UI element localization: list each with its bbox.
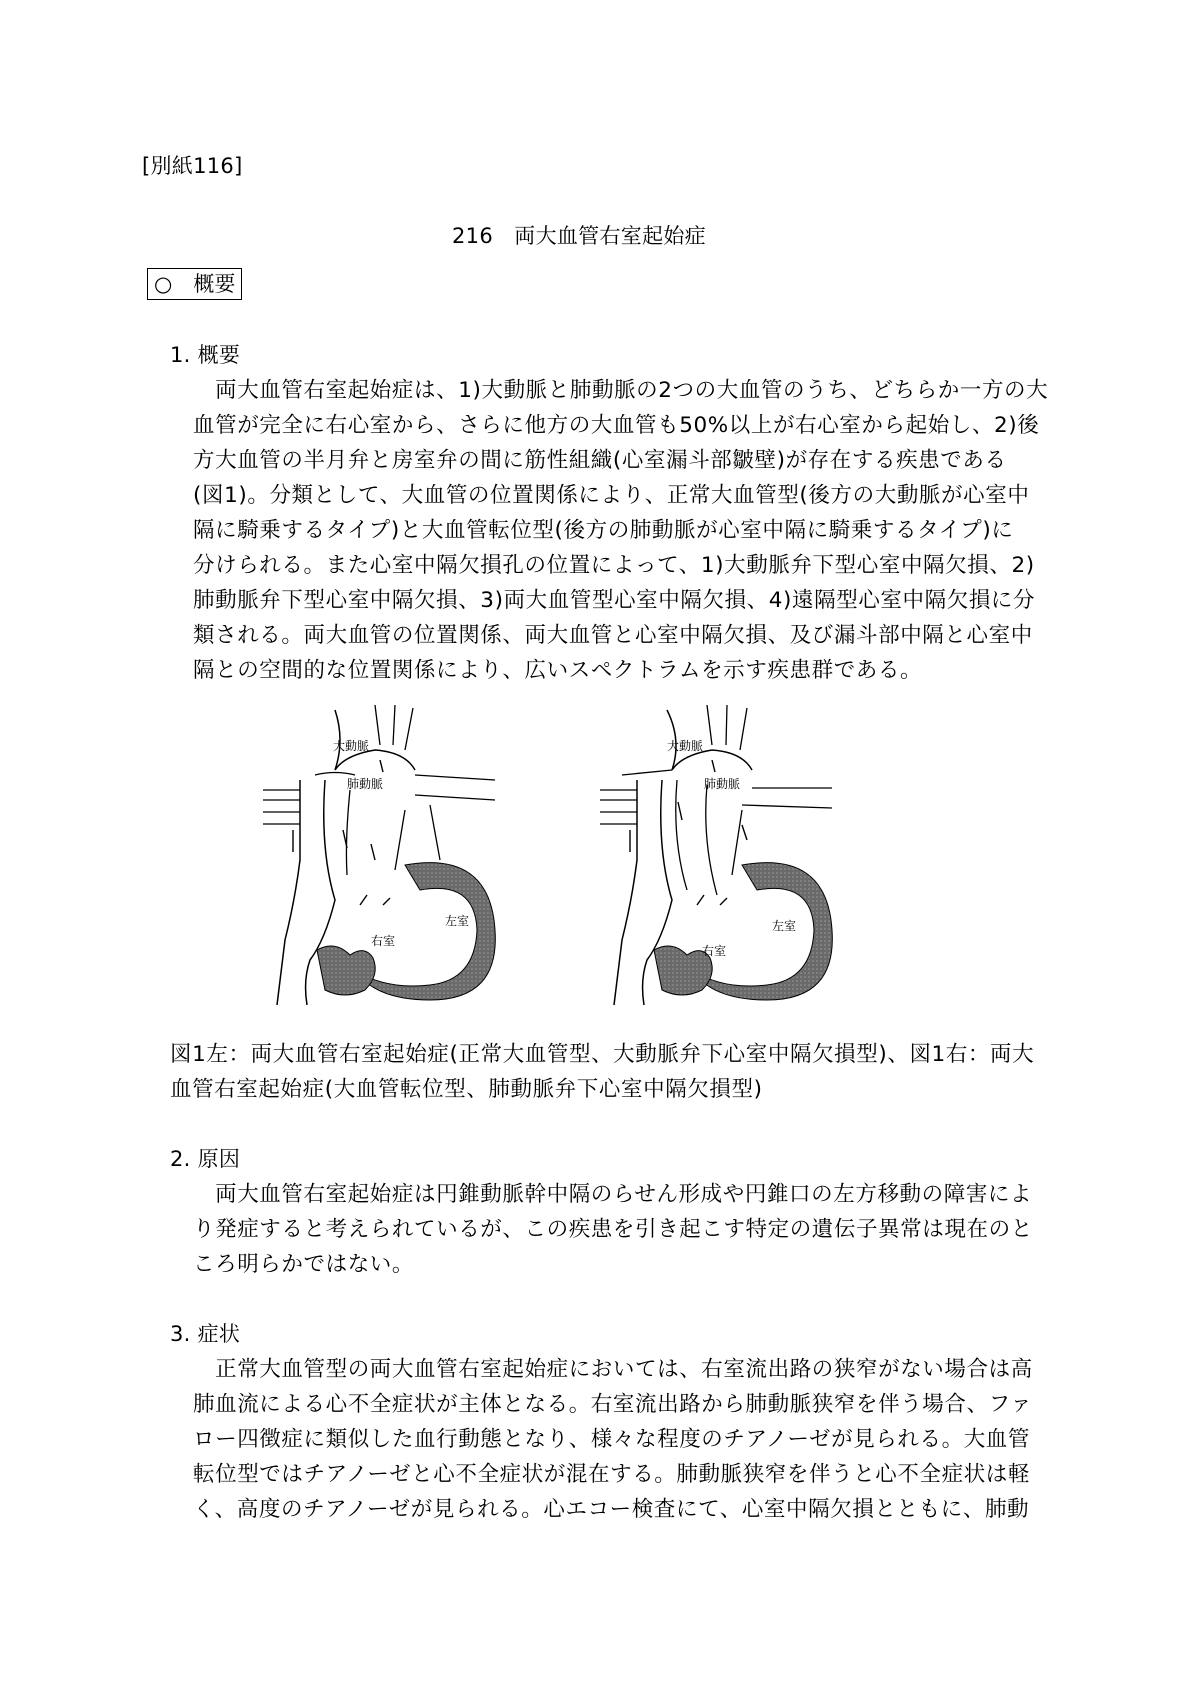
paragraph-line: 方大血管の半月弁と房室弁の間に筋性組織(心室漏斗部皺壁)が存在する疾患である	[193, 448, 1007, 473]
label-aorta-right: 大動脈	[667, 739, 704, 753]
paragraph-line: 転位型ではチアノーゼと心不全症状が混在する。肺動脈狭窄を伴うと心不全症状は軽	[193, 1462, 1031, 1487]
caption-line: 図1左：両大血管右室起始症(正常大血管型、大動脈弁下心室中隔欠損型)、図1右：両大	[170, 1042, 1035, 1067]
page-title: 216 両大血管右室起始症	[452, 224, 706, 248]
caption-line: 血管右室起始症(大血管転位型、肺動脈弁下心室中隔欠損型)	[170, 1077, 763, 1102]
label-left-ventricle-right: 左室	[772, 919, 797, 933]
paragraph-line: 血管が完全に右心室から、さらに他方の大血管も50%以上が右心室から起始し、2)後	[193, 413, 1040, 438]
label-pulmonary-artery-left: 肺動脈	[347, 777, 384, 791]
label-pulmonary-artery-right: 肺動脈	[704, 777, 741, 791]
section-box-overview: ○ 概要	[147, 268, 242, 300]
label-right-ventricle-left: 右室	[371, 934, 396, 948]
figure-right-heart-diagram	[592, 700, 842, 1010]
paragraph-line: 両大血管右室起始症は円錐動脈幹中隔のらせん形成や円錐口の左方移動の障害によ	[193, 1182, 1033, 1207]
paragraph-line: 隔に騎乗するタイプ)と大血管転位型(後方の肺動脈が心室中隔に騎乗するタイプ)に	[193, 518, 1014, 543]
paragraph-line: 分けられる。また心室中隔欠損孔の位置によって、1)大動脈弁下型心室中隔欠損、2)	[193, 553, 1035, 578]
paragraph-line: 両大血管右室起始症は、1)大動脈と肺動脈の2つの大血管のうち、どちらか一方の大	[193, 378, 1049, 403]
label-aorta-left: 大動脈	[333, 739, 370, 753]
figure-left-heart-diagram	[255, 700, 505, 1010]
paragraph-line: ロー四徴症に類似した血行動態となり、様々な程度のチアノーゼが見られる。大血管	[193, 1427, 1031, 1452]
label-left-ventricle-left: 左室	[445, 914, 470, 928]
paragraph-line: く、高度のチアノーゼが見られる。心エコー検査にて、心室中隔欠損とともに、肺動	[193, 1497, 1030, 1522]
paragraph-line: り発症すると考えられているが、この疾患を引き起こす特定の遺伝子異常は現在のと	[193, 1217, 1033, 1242]
paragraph-line: 肺動脈弁下型心室中隔欠損、3)両大血管型心室中隔欠損、4)遠隔型心室中隔欠損に分	[193, 588, 1036, 613]
paragraph-line: 類される。両大血管の位置関係、両大血管と心室中隔欠損、及び漏斗部中隔と心室中	[193, 623, 1033, 648]
paragraph-line: 正常大血管型の両大血管右室起始症においては、右室流出路の狭窄がない場合は高	[193, 1357, 1033, 1382]
paragraph-line: ころ明らかではない。	[193, 1252, 415, 1277]
label-right-ventricle-right: 右室	[702, 944, 727, 958]
attachment-label: [別紙116]	[142, 154, 243, 178]
paragraph-line: (図1)。分類として、大血管の位置関係により、正常大血管型(後方の大動脈が心室中	[193, 483, 1030, 508]
section-1-heading: 1. 概要	[170, 343, 241, 367]
paragraph-line: 肺血流による心不全症状が主体となる。右室流出路から肺動脈狭窄を伴う場合、ファ	[193, 1392, 1033, 1417]
section-3-heading: 3. 症状	[170, 1322, 241, 1346]
section-2-heading: 2. 原因	[170, 1147, 241, 1171]
paragraph-line: 隔との空間的な位置関係により、広いスペクトラムを示す疾患群である。	[193, 658, 923, 683]
